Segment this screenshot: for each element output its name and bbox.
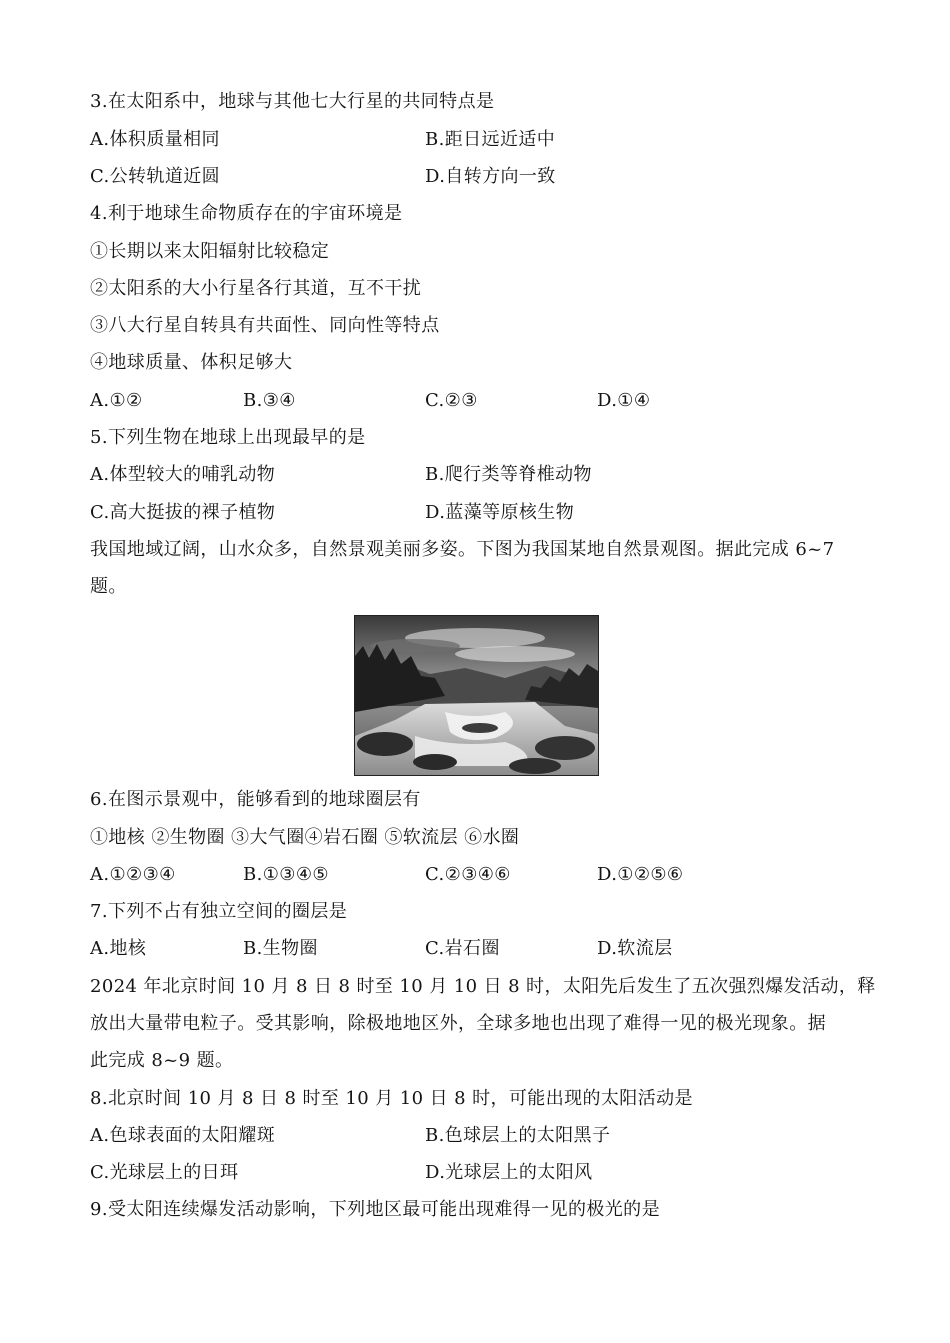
q9-stem: 9.受太阳连续爆发活动影响，下列地区最可能出现难得一见的极光的是 (90, 1199, 660, 1220)
q8-option-a: A.色球表面的太阳耀斑 (90, 1125, 276, 1146)
q4-item-4: ④地球质量、体积足够大 (90, 352, 293, 373)
waterfall-landscape-image (354, 615, 599, 776)
q6-option-b: B.①③④⑤ (243, 864, 329, 885)
q8-option-b: B.色球层上的太阳黑子 (425, 1125, 611, 1146)
q4-stem: 4.利于地球生命物质存在的宇宙环境是 (90, 203, 403, 224)
q4-item-2: ②太阳系的大小行星各行其道，互不干扰 (90, 278, 422, 299)
q7-stem: 7.下列不占有独立空间的圈层是 (90, 901, 348, 922)
q6-option-d: D.①②⑤⑥ (597, 864, 684, 885)
q7-option-a: A.地核 (90, 938, 147, 959)
q7-option-c: C.岩石圈 (425, 938, 500, 959)
intro-6-7-line-1: 我国地域辽阔，山水众多，自然景观美丽多姿。下图为我国某地自然景观图。据此完成 6~7 (90, 539, 835, 560)
q8-stem: 8.北京时间 10 月 8 日 8 时至 10 月 10 日 8 时，可能出现的太阳活动是 (90, 1088, 693, 1109)
q7-option-d: D.软流层 (597, 938, 673, 959)
q5-option-d: D.蓝藻等原核生物 (425, 502, 575, 523)
q4-option-c: C.②③ (425, 390, 478, 411)
q7-option-b: B.生物圈 (243, 938, 318, 959)
q8-option-c: C.光球层上的日珥 (90, 1162, 239, 1183)
q3-option-a: A.体积质量相同 (90, 129, 220, 150)
q6-stem: 6.在图示景观中，能够看到的地球圈层有 (90, 789, 421, 810)
intro-8-9-line-3: 此完成 8~9 题。 (90, 1050, 234, 1071)
q6-option-a: A.①②③④ (90, 864, 176, 885)
q4-item-3: ③八大行星自转具有共面性、同向性等特点 (90, 315, 440, 336)
q8-option-d: D.光球层上的太阳风 (425, 1162, 593, 1183)
q6-option-c: C.②③④⑥ (425, 864, 511, 885)
q5-option-a: A.体型较大的哺乳动物 (90, 464, 276, 485)
intro-8-9-line-1: 2024 年北京时间 10 月 8 日 8 时至 10 月 10 日 8 时，太阳先后发生了五次强烈爆发活动，释 (90, 976, 876, 997)
q5-option-b: B.爬行类等脊椎动物 (425, 464, 592, 485)
q4-option-a: A.①② (90, 390, 143, 411)
q3-option-d: D.自转方向一致 (425, 166, 556, 187)
q3-option-b: B.距日远近适中 (425, 129, 556, 150)
intro-6-7-line-2: 题。 (90, 576, 127, 597)
q5-option-c: C.高大挺拔的裸子植物 (90, 502, 276, 523)
q3-stem: 3.在太阳系中，地球与其他七大行星的共同特点是 (90, 91, 495, 112)
q4-option-d: D.①④ (597, 390, 651, 411)
q6-items: ①地核 ②生物圈 ③大气圈④岩石圈 ⑤软流层 ⑥水圈 (90, 827, 520, 848)
q5-stem: 5.下列生物在地球上出现最早的是 (90, 427, 366, 448)
intro-8-9-line-2: 放出大量带电粒子。受其影响，除极地地区外，全球多地也出现了难得一见的极光现象。据 (90, 1013, 826, 1034)
q3-option-c: C.公转轨道近圆 (90, 166, 221, 187)
q4-item-1: ①长期以来太阳辐射比较稳定 (90, 241, 330, 262)
q4-option-b: B.③④ (243, 390, 296, 411)
